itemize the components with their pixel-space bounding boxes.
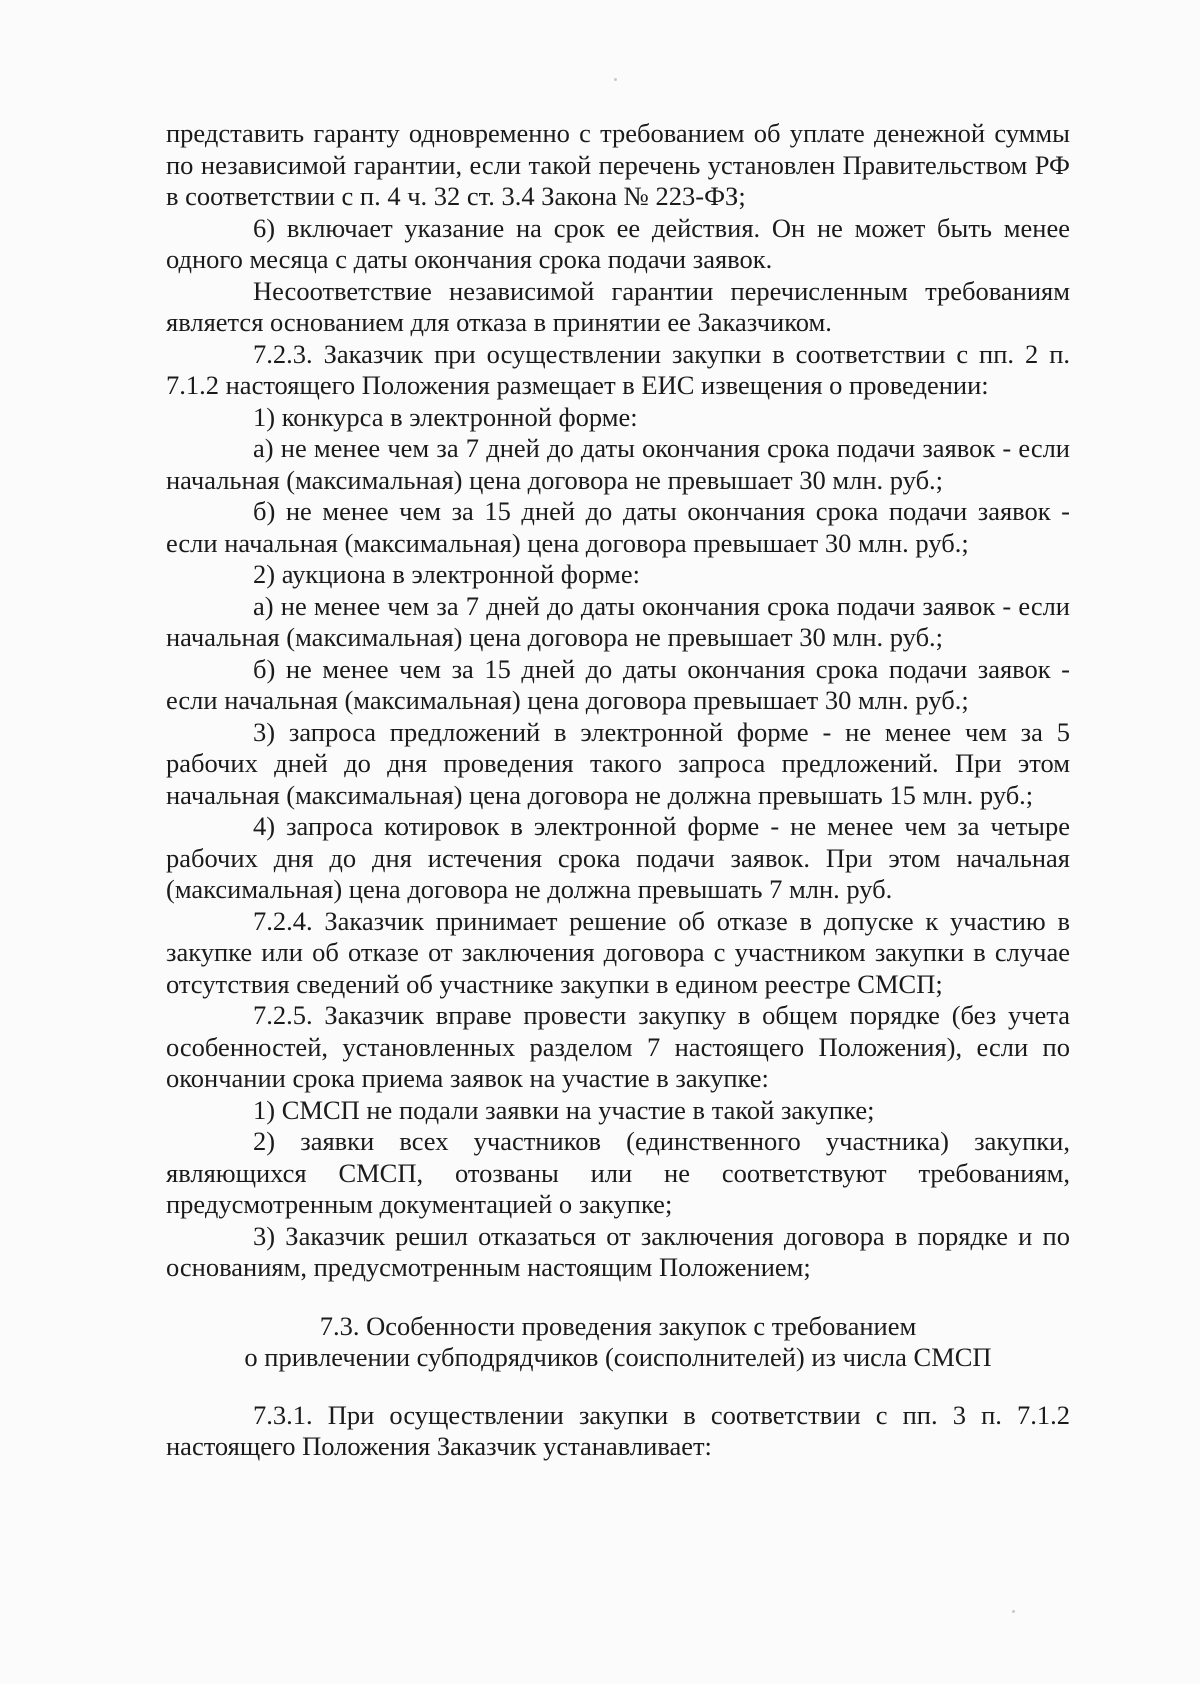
paragraph-15: 1) СМСП не подали заявки на участие в такой закупке; (253, 1094, 875, 1125)
closing-paragraph: 7.3.1. При осуществлении закупки в соответствии с пп. 3 п. 7.1.2 настоящего Положения Заказчик устанавливает: (166, 1399, 1070, 1461)
document-body (166, 118, 1070, 1463)
paragraph-9: а) не менее чем за 7 дней до даты окончания срока подачи заявок - если начальная (максимальная) цена договора не превышает 30 млн. руб.; (166, 590, 1070, 652)
section-heading-line-1: 7.3. Особенности проведения закупок с требованием (319, 1310, 917, 1341)
paragraph-2: 6) включает указание на срок ее действия. Он не может быть менее одного месяца с даты окончания срока подачи заявок. (166, 212, 1070, 274)
scan-dust-mark (614, 78, 617, 81)
scan-dust-mark (1012, 1610, 1015, 1613)
paragraph-17: 3) Заказчик решил отказаться от заключения договора в порядке и по основаниям, предусмотренным настоящим Положением; (166, 1220, 1070, 1282)
paragraph-5: 1) конкурса в электронной форме: (253, 401, 638, 432)
paragraph-14: 7.2.5. Заказчик вправе провести закупку в общем порядке (без учета особенностей, установленных разделом 7 настоящего Положения), если по окончании срока приема заявок на участие в закупке: (166, 1000, 1070, 1093)
paragraph-7: б) не менее чем за 15 дней до даты окончания срока подачи заявок - если начальная (максимальная) цена договора превышает 30 млн. руб.; (166, 496, 1070, 558)
paragraph-1: представить гаранту одновременно с требованием об уплате денежной суммы по независимой гарантии, если такой перечень установлен Правительством РФ в соответствии с п. 4 ч. 32 ст. 3.4 Закона № 223-ФЗ; (166, 118, 1070, 211)
paragraph-12: 4) запроса котировок в электронной форме - не менее чем за четыре рабочих дня до дня истечения срока подачи заявок. При этом начальная (максимальная) цена договора не должна превышать 7 млн. руб. (166, 811, 1070, 904)
paragraph-11: 3) запроса предложений в электронной форме - не менее чем за 5 рабочих дней до дня проведения такого запроса предложений. При этом начальная (максимальная) цена договора не должна превышать 15 млн. руб.; (166, 716, 1070, 810)
paragraph-3: Несоответствие независимой гарантии перечисленным требованиям является основанием для отказа в принятии ее Заказчиком. (166, 275, 1070, 337)
section-heading (166, 1311, 1070, 1374)
paragraph-4: 7.2.3. Заказчик при осуществлении закупки в соответствии с пп. 2 п. 7.1.2 настоящего Положения размещает в ЕИС извещения о проведении: (166, 338, 1070, 400)
section-heading-line-2: о привлечении субподрядчиков (соисполнителей) из числа СМСП (244, 1342, 992, 1372)
paragraph-16: 2) заявки всех участников (единственного участника) закупки, являющихся СМСП, отозваны или не соответствуют требованиям, предусмотренным документацией о закупке; (166, 1126, 1070, 1219)
paragraph-8: 2) аукциона в электронной форме: (253, 559, 640, 589)
paragraph-13: 7.2.4. Заказчик принимает решение об отказе в допуске к участию в закупке или об отказе от заключения договора с участником закупки в случае отсутствия сведений об участнике закупки в едином реестре СМСП; (166, 905, 1070, 999)
paragraph-6: а) не менее чем за 7 дней до даты окончания срока подачи заявок - если начальная (максимальная) цена договора не превышает 30 млн. руб.; (166, 433, 1070, 495)
paragraph-10: б) не менее чем за 15 дней до даты окончания срока подачи заявок - если начальная (максимальная) цена договора превышает 30 млн. руб.; (166, 653, 1070, 715)
